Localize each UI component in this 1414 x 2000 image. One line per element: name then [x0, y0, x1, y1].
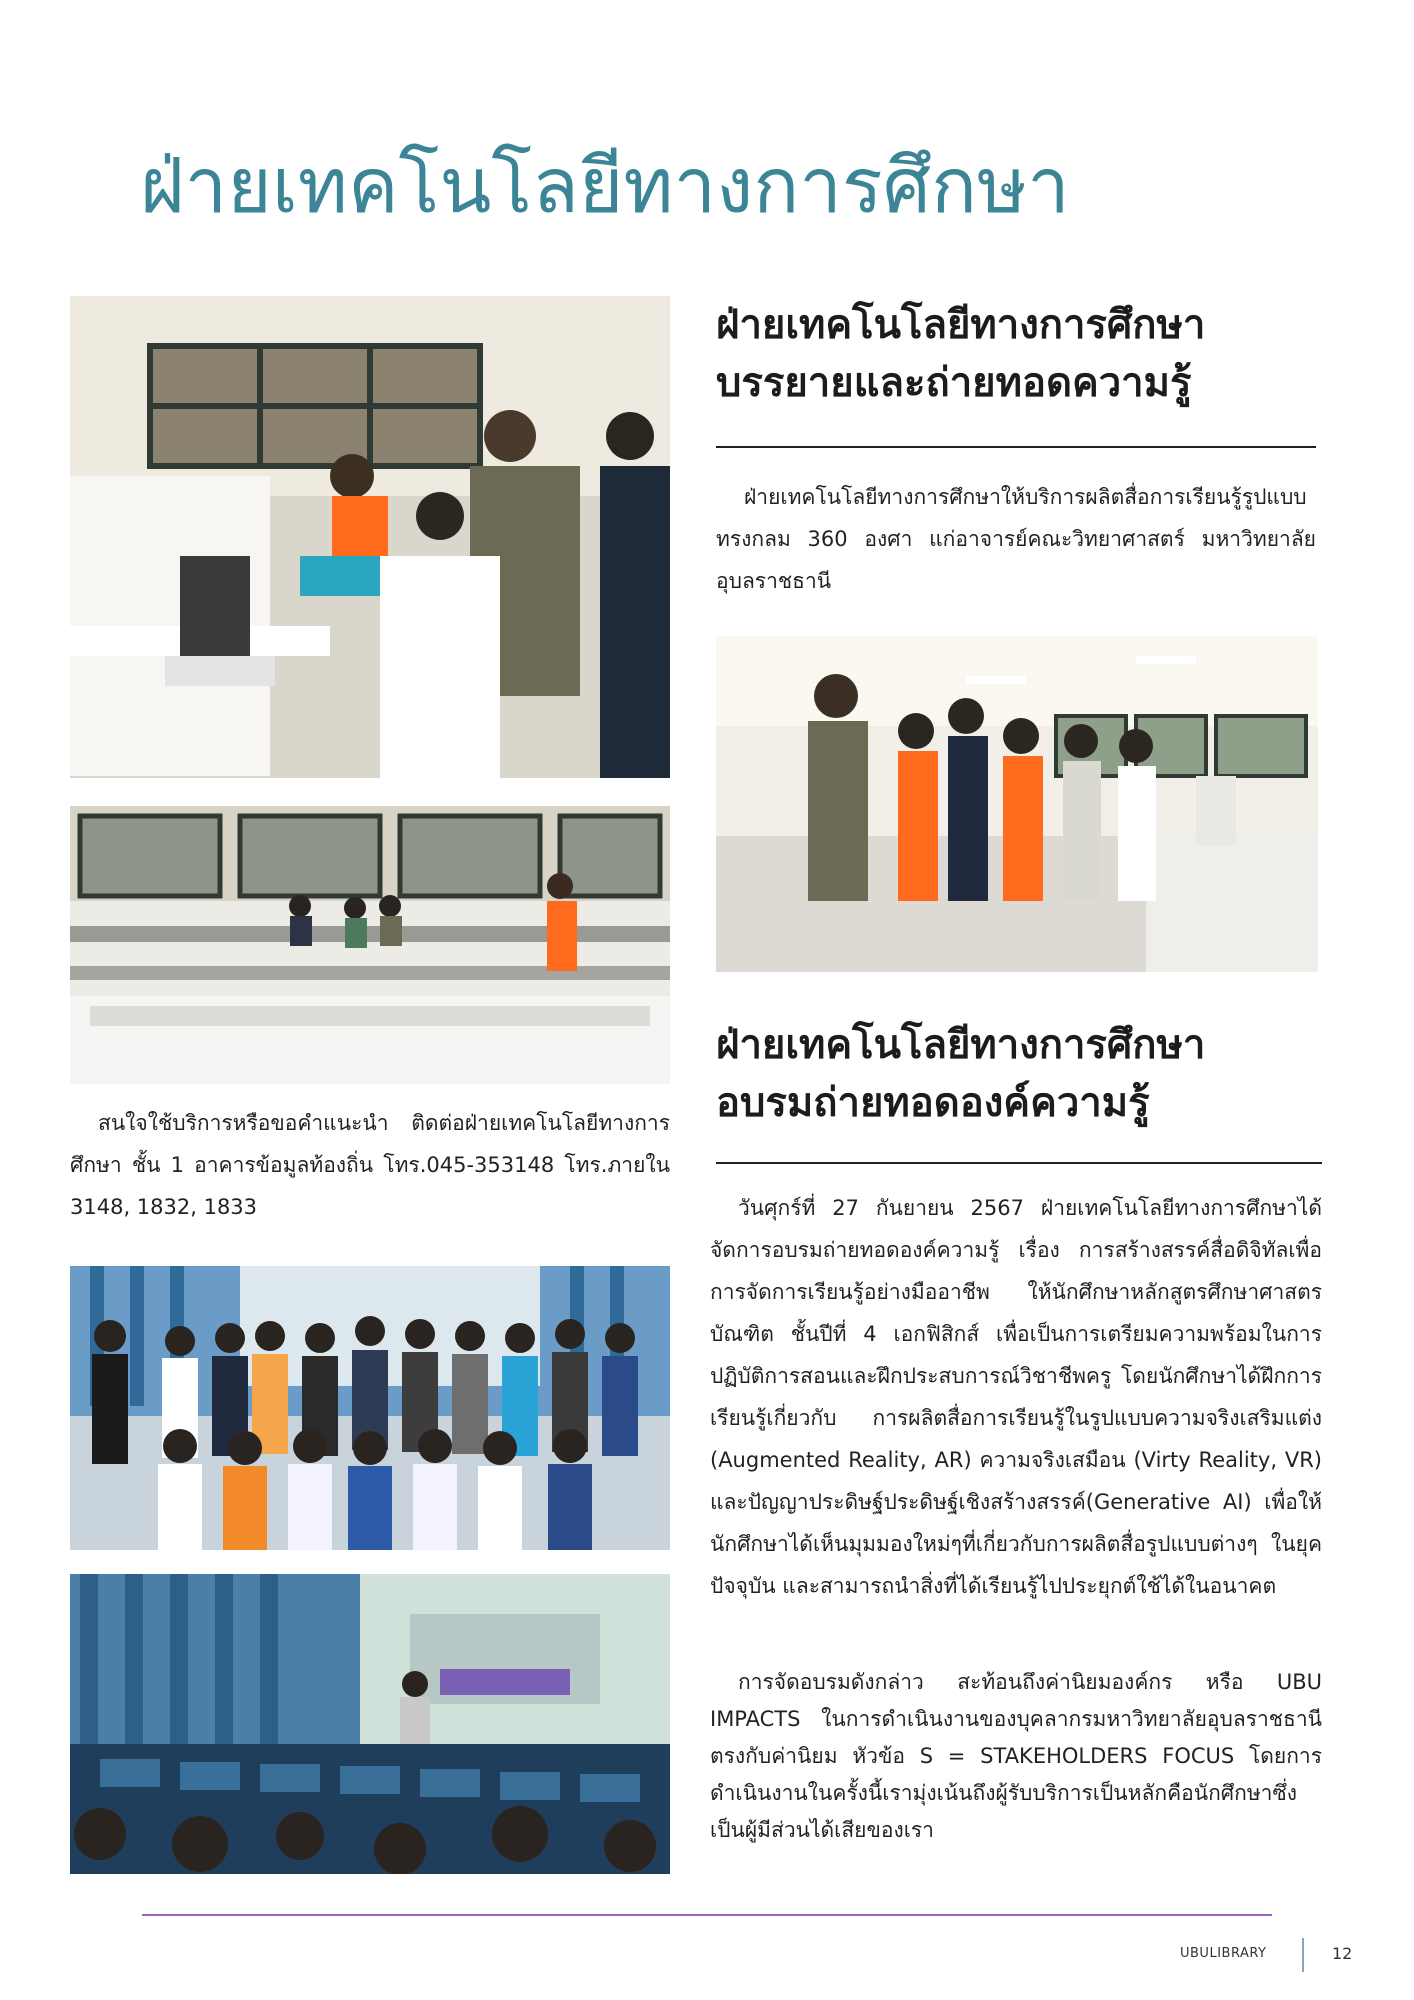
footer-separator [1302, 1938, 1304, 1972]
section1-heading-line1: ฝ่ายเทคโนโลยีทางการศึกษา [716, 302, 1206, 348]
footer-brand: UBULIBRARY [1180, 1946, 1267, 1961]
page-title: ฝ่ายเทคโนโลยีทางการศึกษา [140, 141, 1070, 230]
photo-lab-group [716, 636, 1318, 972]
section2-heading-line1: ฝ่ายเทคโนโลยีทางการศึกษา [716, 1022, 1206, 1068]
section1-divider [716, 446, 1316, 448]
photo-training-group [70, 1266, 670, 1550]
footer-divider [142, 1914, 1272, 1916]
photo-lab-benches [70, 806, 670, 1084]
section1-body: ฝ่ายเทคโนโลยีทางการศึกษาให้บริการผลิตสื่อการเรียนรู้รูปแบบทรงกลม 360 องศา แก่อาจารย์คณะวิทยาศาสตร์ มหาวิทยาลัยอุบลราชธานี [716, 485, 1316, 593]
photo-lab-microscope [70, 296, 670, 778]
section1-heading-line2: บรรยายและถ่ายทอดความรู้ [716, 360, 1192, 406]
contact-info: สนใจใช้บริการหรือขอคำแนะนำ ติดต่อฝ่ายเทคโนโลยีทางการศึกษา ชั้น 1 อาคารข้อมูลท้องถิ่น โทร.045-353148 โทร.ภายใน 3148, 1832, 1833 [70, 1111, 670, 1219]
section2-heading [716, 1016, 1205, 1132]
photo-lecture-vr [70, 1574, 670, 1874]
section1-heading [716, 296, 1205, 412]
section2-body1: วันศุกร์ที่ 27 กันยายน 2567 ฝ่ายเทคโนโลยีทางการศึกษาได้จัดการอบรมถ่ายทอดองค์ความรู้ เรื่อง การสร้างสรรค์สื่อดิจิทัลเพื่อการจัดการเรียนรู้อย่างมืออาชีพ ให้นักศึกษาหลักสูตรศึกษาศาสตรบัณฑิต ชั้นปีที่ 4 เอกฟิสิกส์ เพื่อเป็นการเตรียมความพร้อมในการปฏิบัติการสอนและฝึกประสบการณ์วิชาชีพครู โดยนักศึกษาได้ฝึกการเรียนรู้เกี่ยวกับ การผลิตสื่อการเรียนรู้ในรูปแบบความจริงเสริมแต่ง (Augmented Reality, AR) ความจริงเสมือน (Virty Reality, VR) และปัญญาประดิษฐ์ประดิษฐ์เชิงสร้างสรรค์(Generative AI) เพื่อให้นักศึกษาได้เห็นมุมมองใหม่ๆที่เกี่ยวกับการผลิตสื่อรูปแบบต่างๆ ในยุคปัจจุบัน และสามารถนำสิ่งที่ได้เรียนรู้ไปประยุกต์ใช้ได้ในอนาคต [710, 1196, 1322, 1598]
page-number: 12 [1332, 1944, 1353, 1963]
section2-heading-line2: อบรมถ่ายทอดองค์ความรู้ [716, 1080, 1150, 1126]
section2-divider [716, 1162, 1322, 1164]
section2-body2: การจัดอบรมดังกล่าว สะท้อนถึงค่านิยมองค์กร หรือ UBU IMPACTS ในการดำเนินงานของบุคลากรมหาวิทยาลัยอุบลราชธานี ตรงกับค่านิยม หัวข้อ S = STAKEHOLDERS FOCUS โดยการดำเนินงานในครั้งนี้เรามุ่งเน้นถึงผู้รับบริการเป็นหลักคือนักศึกษาซึ่งเป็นผู้มีส่วนได้เสียของเรา [710, 1670, 1322, 1842]
